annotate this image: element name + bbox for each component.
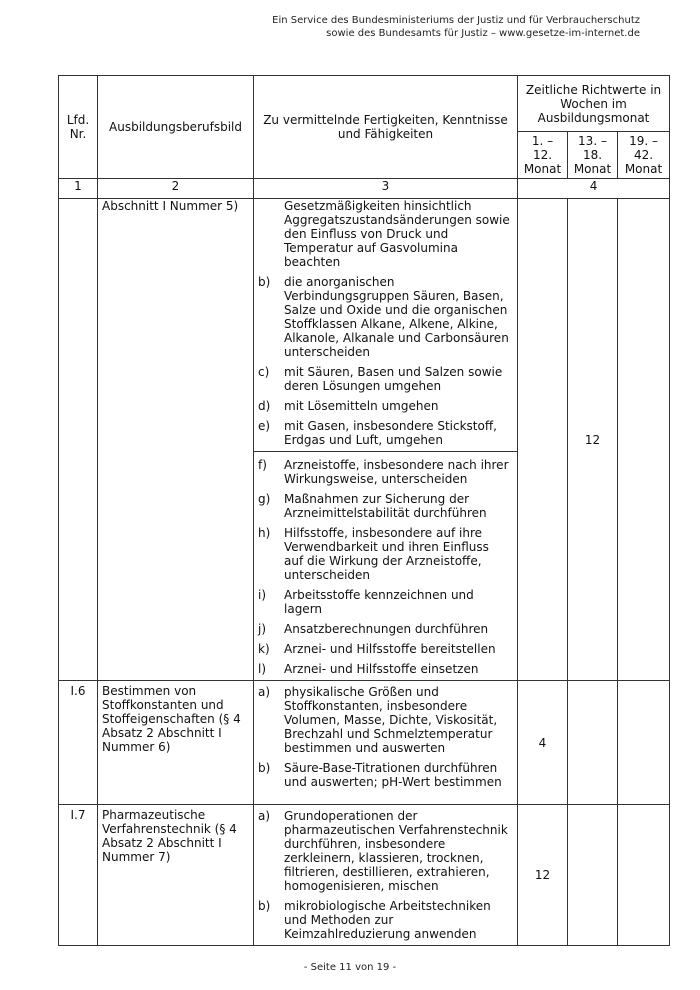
training-table <box>58 75 670 946</box>
col-header-month-2: 13. – 18. Monat <box>568 132 618 179</box>
row-i7-weeks-m1: 12 <box>518 805 568 946</box>
cont-weeks-m2: 12 <box>568 199 618 681</box>
row-i7-items-cell <box>254 805 518 946</box>
row-i6-items-cell <box>254 681 518 805</box>
list-item: a) physikalische Größen und Stoffkonstanten, insbesondere Volumen, Masse, Dichte, Viskosität, Brechzahl und Schmelztemperatur bestimmen und auswerten <box>258 685 498 755</box>
row-i7-nr: I.7 <box>59 805 98 946</box>
col-header-lfd-nr: Lfd. Nr. <box>59 76 98 179</box>
index-row <box>59 179 670 199</box>
col-header-month-3: 19. – 42. Monat <box>618 132 670 179</box>
row-i6-weeks-m3 <box>618 681 670 805</box>
row-i6-nr: I.6 <box>59 681 98 805</box>
list-item: d) mit Lösemitteln umgehen <box>258 399 439 413</box>
list-item: i) Arbeitsstoffe kennzeichnen und lagern <box>258 588 474 616</box>
list-item: a) Grundoperationen der pharmazeutischen Verfahrenstechnik durchführen, insbesondere zerkleinern, klassieren, trocknen, filtrieren, destillieren, extrahieren, homogenisieren, mischen <box>258 809 508 893</box>
col-header-month-1: 1. – 12. Monat <box>518 132 568 179</box>
cont-group1-cell <box>254 199 518 452</box>
row-i6-berufsbild: Bestimmen von Stoffkonstanten und Stoffeigenschaften (§ 4 Absatz 2 Abschnitt I Nummer 6) <box>98 681 254 805</box>
list-item: b) die anorganischen Verbindungsgruppen Säuren, Basen, Salze und Oxide und die organischen Stoffklassen Alkane, Alkene, Alkine, Alkanole, Alkanale und Carbonsäuren unterscheiden <box>258 275 509 359</box>
index-cell-3: 3 <box>254 179 518 199</box>
col-header-berufsbild: Ausbildungsberufsbild <box>98 76 254 179</box>
page-footer: - Seite 11 von 19 - <box>303 962 397 973</box>
index-cell-2: 2 <box>98 179 254 199</box>
row-i6-weeks-m1: 4 <box>518 681 568 805</box>
list-item: j) Ansatzberechnungen durchführen <box>258 622 489 636</box>
cont-nr-cell <box>59 199 98 681</box>
row-i7-berufsbild: Pharmazeutische Verfahrenstechnik (§ 4 Absatz 2 Abschnitt I Nummer 7) <box>98 805 254 946</box>
col-header-richtwerte: Zeitliche Richtwerte in Wochen im Ausbildungsmonat <box>518 76 670 132</box>
list-item: e) mit Gasen, insbesondere Stickstoff, Erdgas und Luft, umgehen <box>258 419 497 447</box>
row-i7-weeks-m3 <box>618 805 670 946</box>
list-item: h) Hilfsstoffe, insbesondere auf ihre Verwendbarkeit und ihren Einfluss auf die Wirkung der Arzneistoffe, unterscheiden <box>258 526 489 582</box>
table-row-i6 <box>59 681 670 805</box>
list-item <box>258 199 511 269</box>
list-item: l) Arznei- und Hilfsstoffe einsetzen <box>258 662 479 676</box>
table-row-cont-a <box>59 199 670 452</box>
table-row-i7 <box>59 805 670 946</box>
row-i7-weeks-m2 <box>568 805 618 946</box>
col-header-fertigkeiten: Zu vermittelnde Fertigkeiten, Kenntnisse und Fähigkeiten <box>254 76 518 179</box>
cont-weeks-m3 <box>618 199 670 681</box>
item-text: Gesetzmäßigkeiten hinsichtlich Aggregatszustandsänderungen sowie den Einfluss von Druck und Temperatur auf Gasvolumina beachten <box>284 199 510 269</box>
page-header <box>272 14 640 40</box>
list-item: f) Arzneistoffe, insbesondere nach ihrer Wirkungsweise, unterscheiden <box>258 458 509 486</box>
cont-group2-cell <box>254 452 518 681</box>
list-item: k) Arznei- und Hilfsstoffe bereitstellen <box>258 642 496 656</box>
list-item: c) mit Säuren, Basen und Salzen sowie deren Lösungen umgehen <box>258 365 503 393</box>
list-item: b) Säure-Base-Titrationen durchführen und auswerten; pH-Wert bestimmen <box>258 761 502 789</box>
list-item: b) mikrobiologische Arbeitstechniken und Methoden zur Keimzahlreduzierung anwenden <box>258 899 491 941</box>
cont-weeks-m1 <box>518 199 568 681</box>
index-cell-1: 1 <box>59 179 98 199</box>
index-cell-4: 4 <box>518 179 670 199</box>
list-item: g) Maßnahmen zur Sicherung der Arzneimittelstabilität durchführen <box>258 492 487 520</box>
cont-berufsbild-text: Abschnitt I Nummer 5) <box>102 199 239 213</box>
row-i6-weeks-m2 <box>568 681 618 805</box>
header-line-1: Ein Service des Bundesministeriums der Justiz und für Verbraucherschutz <box>272 15 640 26</box>
header-line-2: sowie des Bundesamts für Justiz – www.gesetze-im-internet.de <box>326 28 640 39</box>
cont-berufsbild-cell <box>98 199 254 681</box>
